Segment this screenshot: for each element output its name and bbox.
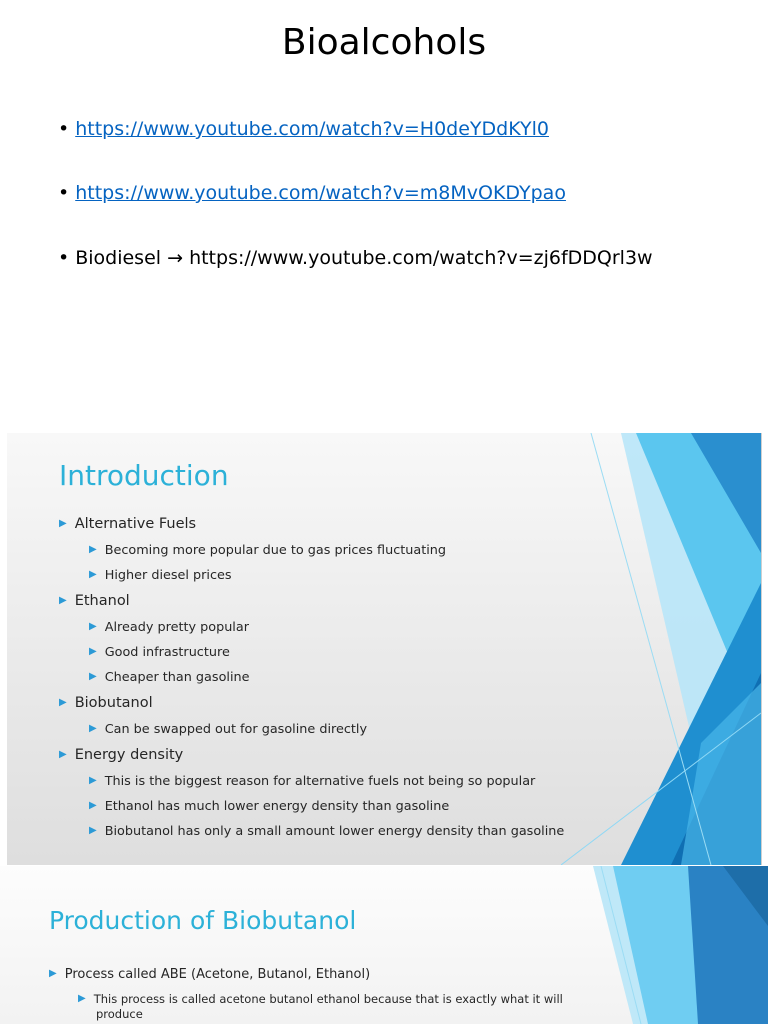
biodiesel-label: Biodiesel → xyxy=(75,247,190,269)
triangle-bullet-icon: ▶ xyxy=(59,518,67,529)
list-item: ▶ This is the biggest reason for alternative fuels not being so popular xyxy=(89,774,536,789)
slide-decoration xyxy=(593,866,768,1024)
list-item xyxy=(58,118,549,140)
triangle-bullet-icon: ▶ xyxy=(89,775,97,786)
triangle-bullet-icon: ▶ xyxy=(89,723,97,734)
triangle-bullet-icon: ▶ xyxy=(59,697,67,708)
page-title: Bioalcohols xyxy=(281,22,487,63)
triangle-bullet-icon: ▶ xyxy=(59,749,67,760)
slide-title: Introduction xyxy=(59,459,229,492)
video-link[interactable]: https://www.youtube.com/watch?v=m8MvOKDYpao xyxy=(75,182,566,204)
list-item: ▶ Becoming more popular due to gas prices fluctuating xyxy=(89,543,447,558)
list-item: ▶ Energy density xyxy=(59,747,184,763)
bullet-dot-icon: • xyxy=(58,247,70,269)
video-link[interactable]: https://www.youtube.com/watch?v=H0deYDdKYl0 xyxy=(75,118,549,140)
list-item: ▶ Biobutanol xyxy=(59,695,153,711)
list-item: ▶ Higher diesel prices xyxy=(89,568,232,583)
biodiesel-url: https://www.youtube.com/watch?v=zj6fDDQrl3w xyxy=(189,247,653,269)
list-item: ▶ This process is called acetone butanol ethanol because that is exactly what it will xyxy=(78,992,563,1006)
triangle-bullet-icon: ▶ xyxy=(89,544,97,555)
list-item: ▶ Can be swapped out for gasoline directly xyxy=(89,722,368,737)
triangle-bullet-icon: ▶ xyxy=(59,595,67,606)
triangle-bullet-icon: ▶ xyxy=(49,968,57,979)
list-item: ▶ Biobutanol has only a small amount lower energy density than gasoline xyxy=(89,824,565,839)
bullet-dot-icon: • xyxy=(58,182,70,204)
list-item: ▶ Ethanol has much lower energy density than gasoline xyxy=(89,799,450,814)
list-item xyxy=(58,182,566,204)
triangle-bullet-icon: ▶ xyxy=(89,621,97,632)
list-item xyxy=(58,247,653,269)
list-item: ▶ Cheaper than gasoline xyxy=(89,670,250,685)
list-item: ▶ Ethanol xyxy=(59,593,130,609)
list-item: ▶ Already pretty popular xyxy=(89,620,249,635)
slide-production xyxy=(0,866,768,1024)
triangle-bullet-icon: ▶ xyxy=(89,569,97,580)
slide-introduction xyxy=(7,433,762,865)
triangle-bullet-icon: ▶ xyxy=(89,671,97,682)
bullet-dot-icon: • xyxy=(58,118,70,140)
list-item: ▶ Process called ABE (Acetone, Butanol, Ethanol) xyxy=(49,967,371,982)
list-item-continuation: produce xyxy=(96,1007,143,1021)
slide-title: Production of Biobutanol xyxy=(49,906,357,935)
slide-decoration xyxy=(561,433,761,865)
list-item: ▶ Good infrastructure xyxy=(89,645,230,660)
triangle-bullet-icon: ▶ xyxy=(89,800,97,811)
triangle-bullet-icon: ▶ xyxy=(78,993,86,1004)
list-item: ▶ Alternative Fuels xyxy=(59,516,197,532)
triangle-bullet-icon: ▶ xyxy=(89,825,97,836)
triangle-bullet-icon: ▶ xyxy=(89,646,97,657)
